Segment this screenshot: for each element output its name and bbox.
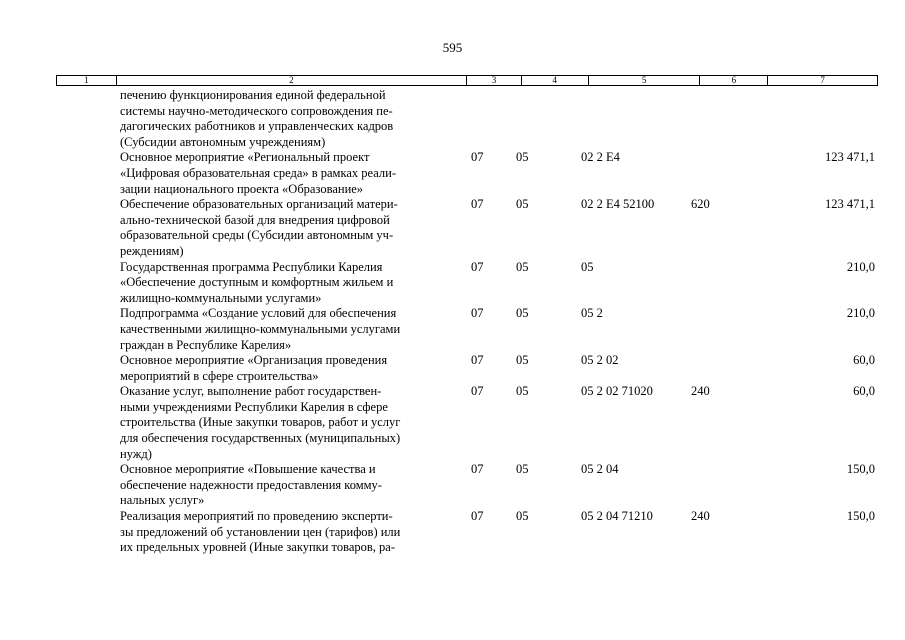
amount: 60,0: [853, 353, 875, 368]
description-line: образовательной среды (Субсидии автономным уч-: [120, 228, 394, 243]
subsection-code: 05: [516, 150, 529, 165]
amount: 123 471,1: [825, 150, 875, 165]
target-article-code: 05: [581, 259, 594, 274]
table-row: [0, 353, 905, 384]
column-header-1: 1: [57, 76, 117, 85]
table-header-row: [56, 75, 878, 86]
table-row: [0, 509, 905, 556]
column-header-5: 5: [589, 76, 701, 85]
amount: 210,0: [846, 259, 875, 274]
subsection-code: 05: [516, 259, 529, 274]
section-code: 07: [471, 509, 484, 524]
amount: 123 471,1: [825, 197, 875, 212]
description-line: печению функционирования единой федеральной: [120, 88, 386, 102]
row-description: [120, 353, 465, 384]
budget-table-body: [0, 88, 905, 556]
subsection-code: 05: [516, 462, 529, 477]
row-description: [120, 150, 465, 197]
description-line: (Субсидии автономным учреждениям): [120, 134, 326, 149]
table-row: [0, 88, 905, 150]
subsection-code: 05: [516, 353, 529, 368]
description-line: мероприятий в сфере строительства»: [120, 368, 319, 383]
section-code: 07: [471, 462, 484, 477]
expense-type-code: 620: [691, 197, 710, 212]
description-line: системы научно-методического сопровождения пе-: [120, 103, 393, 118]
section-code: 07: [471, 197, 484, 212]
subsection-code: 05: [516, 197, 529, 212]
subsection-code: 05: [516, 384, 529, 399]
target-article-code: 05 2 02: [581, 353, 619, 368]
description-line: строительства (Иные закупки товаров, работ и услуг: [120, 415, 401, 430]
row-description: [120, 384, 465, 462]
table-row: [0, 306, 905, 353]
row-description: [120, 306, 465, 353]
description-line: реждениям): [120, 243, 184, 258]
description-line: дагогических работников и управленческих кадров: [120, 119, 394, 134]
row-description: [120, 509, 465, 556]
description-line: Обеспечение образовательных организаций матери-: [120, 197, 398, 212]
section-code: 07: [471, 150, 484, 165]
column-header-2: 2: [117, 76, 467, 85]
subsection-code: 05: [516, 306, 529, 321]
amount: 150,0: [846, 509, 875, 524]
target-article-code: 02 2 E4: [581, 150, 620, 165]
table-row: [0, 150, 905, 197]
target-article-code: 05 2 02 71020: [581, 384, 653, 399]
description-line: Реализация мероприятий по проведению эксперти-: [120, 509, 393, 524]
section-code: 07: [471, 384, 484, 399]
description-line: обеспечение надежности предоставления комму-: [120, 477, 382, 492]
amount: 60,0: [853, 384, 875, 399]
column-header-3: 3: [467, 76, 522, 85]
target-article-code: 05 2 04 71210: [581, 509, 653, 524]
description-line: зы предложений об установлении цен (тарифов) или: [120, 524, 401, 539]
description-line: Оказание услуг, выполнение работ государствен-: [120, 384, 382, 399]
section-code: 07: [471, 353, 484, 368]
description-line: зации национального проекта «Образование»: [120, 181, 364, 196]
description-line: Основное мероприятие «Повышение качества и: [120, 462, 376, 477]
description-line: Основное мероприятие «Организация проведения: [120, 353, 388, 368]
description-line: качественными жилищно-коммунальными услугами: [120, 321, 401, 336]
table-row: [0, 462, 905, 509]
target-article-code: 02 2 E4 52100: [581, 197, 655, 212]
amount: 150,0: [846, 462, 875, 477]
description-line: ально-технической базой для внедрения цифровой: [120, 212, 390, 227]
subsection-code: 05: [516, 509, 529, 524]
amount: 210,0: [846, 306, 875, 321]
column-header-6: 6: [700, 76, 768, 85]
description-line: нальных услуг»: [120, 493, 205, 508]
expense-type-code: 240: [691, 509, 710, 524]
column-header-7: 7: [820, 75, 825, 85]
description-line: граждан в Республике Карелия»: [120, 337, 292, 352]
description-line: жилищно-коммунальными услугами»: [120, 290, 322, 305]
description-line: для обеспечения государственных (муниципальных): [120, 431, 401, 446]
section-code: 07: [471, 306, 484, 321]
description-line: Основное мероприятие «Региональный проект: [120, 150, 370, 165]
expense-type-code: 240: [691, 384, 710, 399]
table-row: [0, 197, 905, 259]
table-row: [0, 384, 905, 462]
table-row: [0, 260, 905, 307]
description-line: нужд): [120, 446, 152, 461]
section-code: 07: [471, 259, 484, 274]
row-description: [120, 88, 465, 150]
target-article-code: 05 2 04: [581, 462, 619, 477]
description-line: «Цифровая образовательная среда» в рамках реали-: [120, 165, 396, 180]
column-header-4: 4: [522, 76, 589, 85]
description-line: Государственная программа Республики Карелия: [120, 259, 383, 274]
description-line: ными учреждениями Республики Карелия в сфере: [120, 399, 388, 414]
target-article-code: 05 2: [581, 306, 603, 321]
row-description: [120, 260, 465, 307]
description-line: их предельных уровней (Иные закупки товаров, ра-: [120, 540, 396, 555]
row-description: [120, 197, 465, 259]
page-number: 595: [442, 40, 463, 55]
row-description: [120, 462, 465, 509]
description-line: Подпрограмма «Создание условий для обеспечения: [120, 306, 397, 321]
description-line: «Обеспечение доступным и комфортным жильем и: [120, 275, 394, 290]
